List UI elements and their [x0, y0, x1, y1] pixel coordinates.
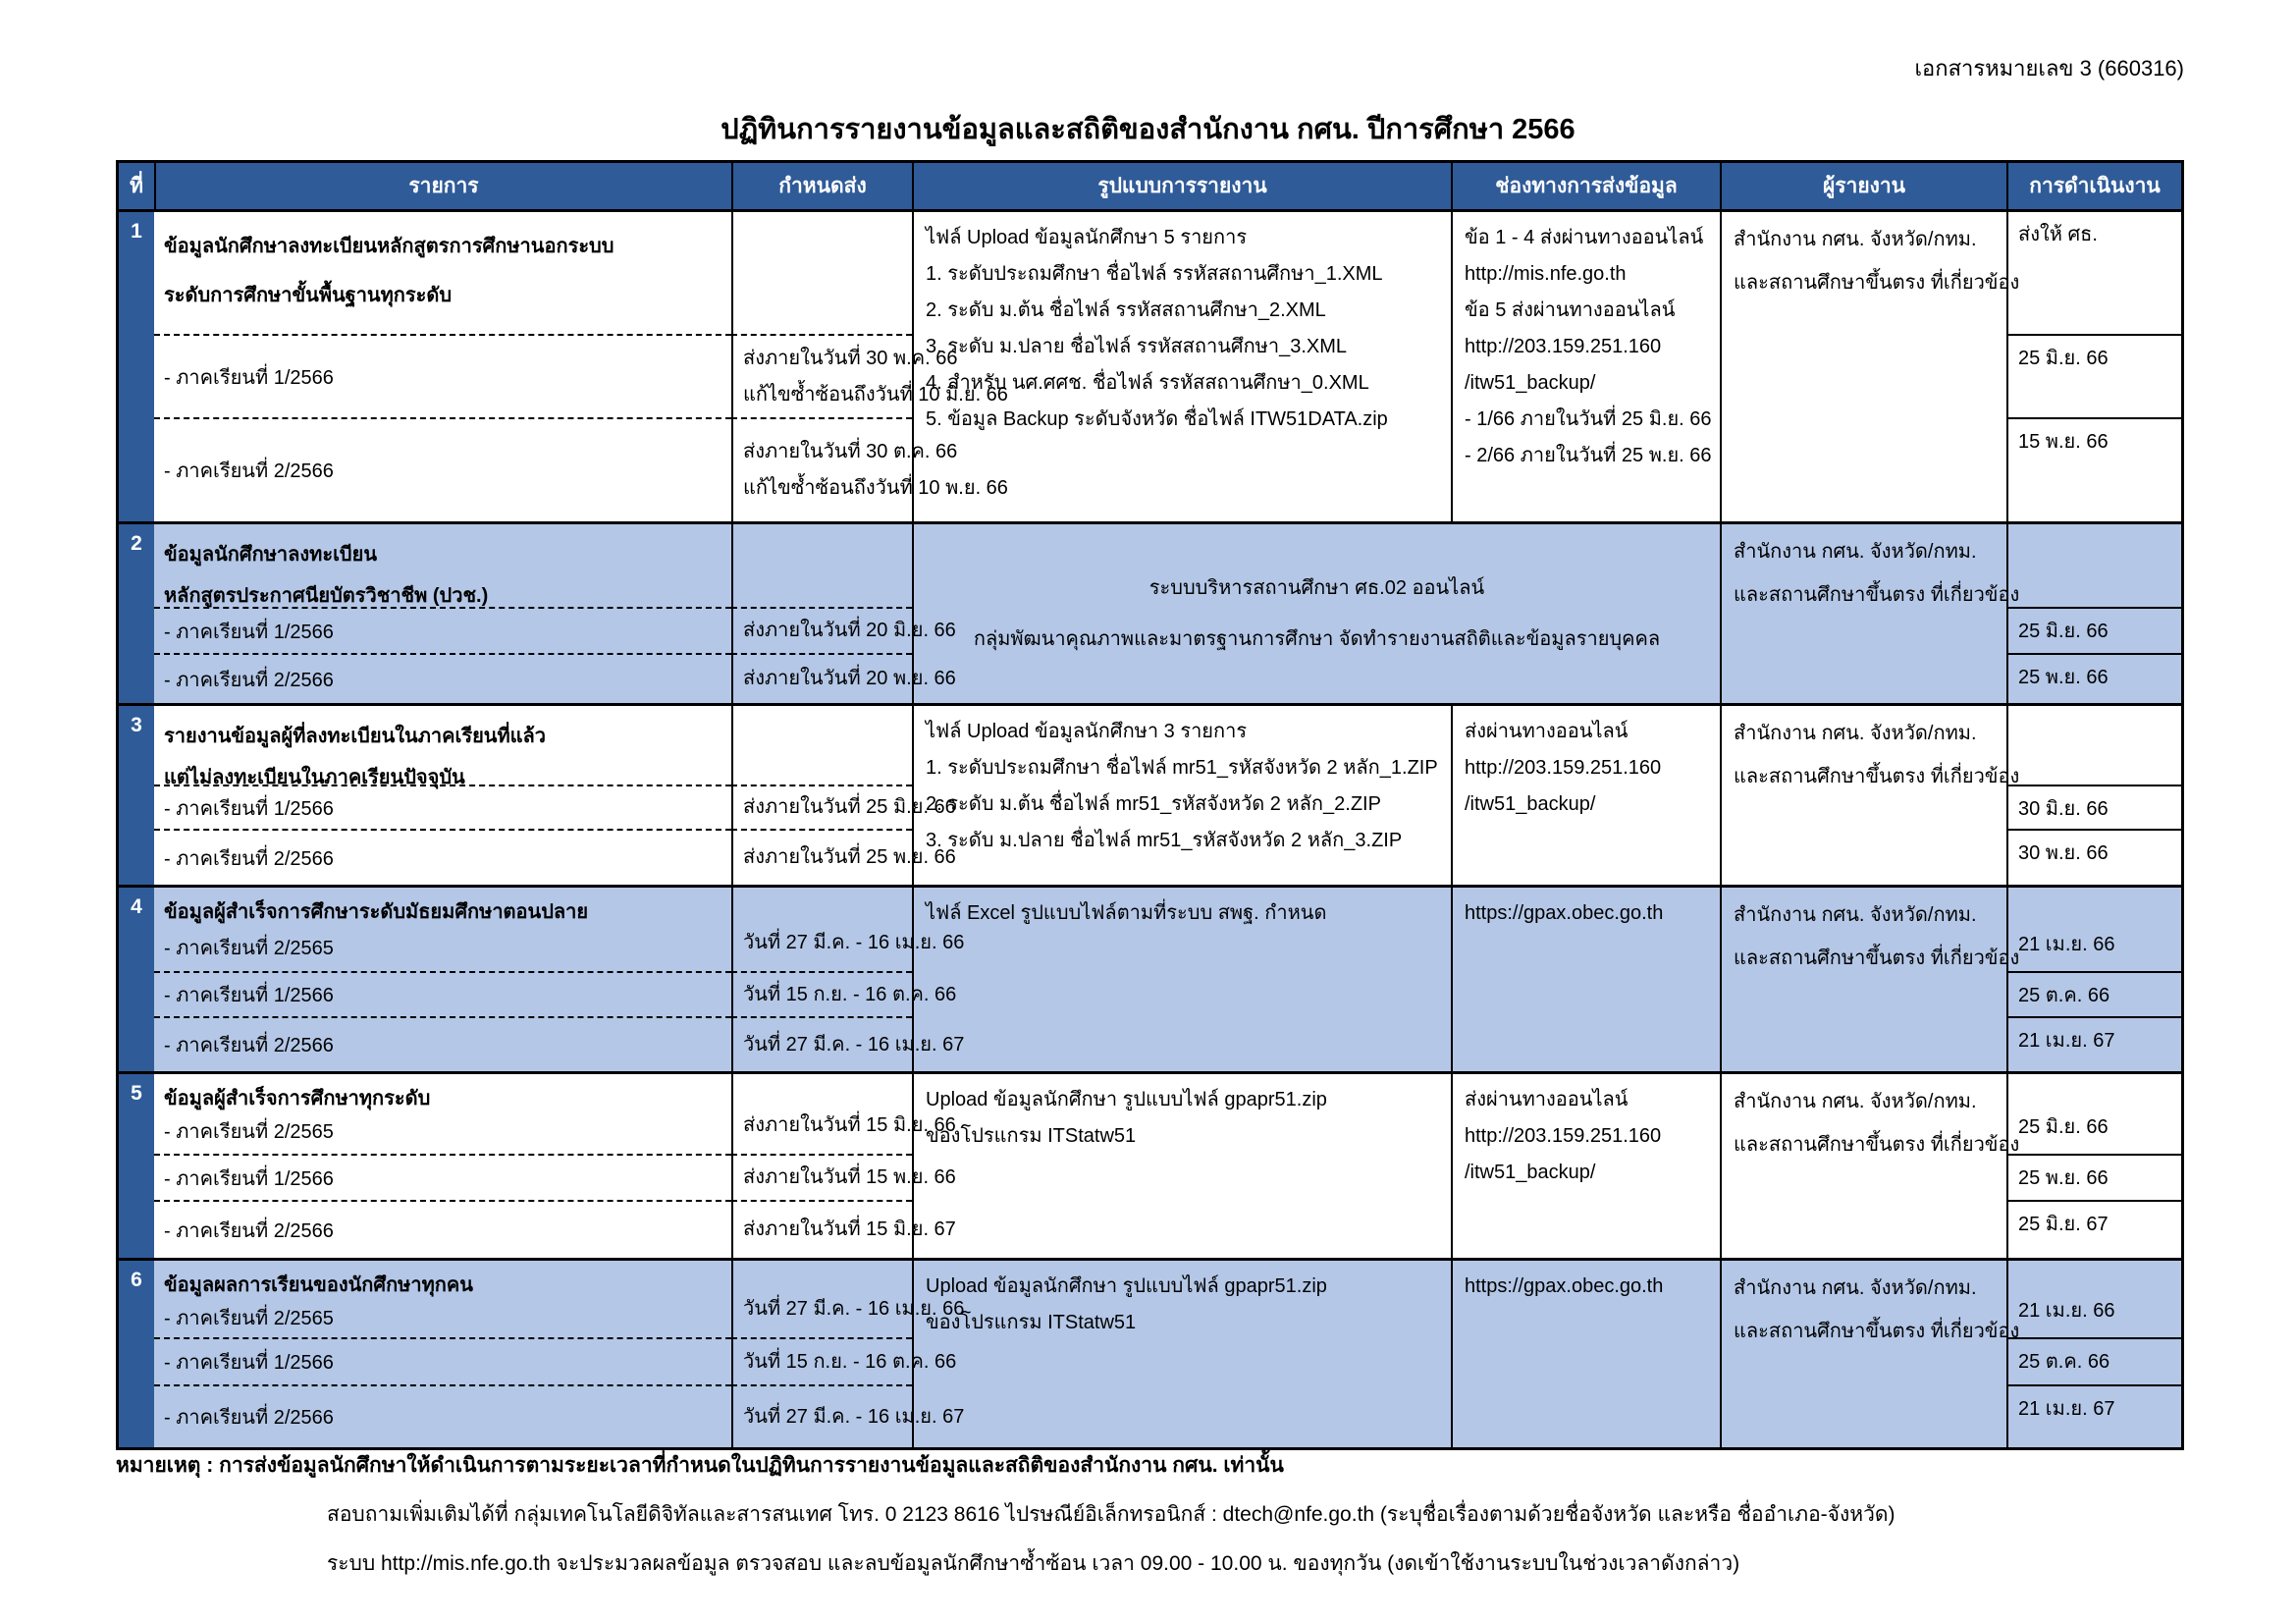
text-line: https://gpax.obec.go.th — [1465, 902, 1664, 924]
term-label: - ภาคเรียนที่ 2/2565 — [164, 1308, 334, 1329]
channel — [1451, 1261, 1720, 1447]
text-line: สำนักงาน กศน. จังหวัด/กทม. — [1734, 1091, 1977, 1112]
text-line: /itw51_backup/ — [1465, 1162, 1596, 1183]
table-row — [119, 521, 2181, 703]
text-line: https://gpax.obec.go.th — [1465, 1275, 1664, 1297]
report-format — [912, 212, 1451, 521]
due-cell — [731, 212, 912, 334]
table-row — [119, 703, 2181, 885]
text-line: 3. ระดับ ม.ปลาย ชื่อไฟล์ mr51_รหัสจังหวัด 2 หลัก_3.ZIP — [926, 830, 1403, 851]
text-line: http://203.159.251.160 — [1465, 336, 1662, 357]
due-cell — [731, 334, 1008, 417]
text-line: http://203.159.251.160 — [1465, 1125, 1662, 1147]
action-date — [2006, 706, 2181, 785]
text-line: ข้อมูลผลการเรียนของนักศึกษาทุกคน — [164, 1274, 473, 1296]
table-row — [119, 1071, 2181, 1258]
channel — [1451, 212, 1720, 521]
text-line: ส่งภายในวันที่ 25 พ.ย. 66 — [743, 846, 956, 868]
action-date: 15 พ.ย. 66 — [2006, 417, 2181, 521]
header-format: รูปแบบการรายงาน — [912, 163, 1451, 209]
text-line: แต่ไม่ลงทะเบียนในภาคเรียนปัจจุบัน — [164, 767, 465, 788]
due-cell — [731, 524, 912, 607]
text-line: ส่งภายในวันที่ 15 มิ.ย. 67 — [743, 1218, 956, 1240]
row-number: 1 — [119, 212, 154, 521]
text-line: ข้อ 5 ส่งผ่านทางออนไลน์ — [1465, 299, 1676, 321]
text-line: 2. ระดับ ม.ต้น ชื่อไฟล์ รรหัสสถานศึกษา_2.XML — [926, 299, 1326, 321]
row-number: 5 — [119, 1074, 154, 1258]
action-date: 30 พ.ย. 66 — [2006, 829, 2181, 885]
due-cell — [731, 607, 956, 653]
row-number: 6 — [119, 1261, 154, 1447]
action-date: 21 เม.ย. 67 — [2006, 1384, 2181, 1447]
text-line: /itw51_backup/ — [1465, 793, 1596, 815]
text-line: 3. ระดับ ม.ปลาย ชื่อไฟล์ รรหัสสถานศึกษา_3.XML — [926, 336, 1348, 357]
reporter — [1720, 1074, 2020, 1258]
item-title — [154, 706, 731, 788]
action-date: 25 ต.ค. 66 — [2006, 1337, 2181, 1384]
action-date: ส่งให้ ศธ. — [2006, 212, 2181, 334]
text-line: ระดับการศึกษาขั้นพื้นฐานทุกระดับ — [164, 285, 453, 306]
reporter — [1720, 1261, 2020, 1447]
header-item: รายการ — [154, 163, 731, 209]
text-line: แก้ไขซ้ำซ้อนถึงวันที่ 10 มิ.ย. 66 — [743, 383, 1008, 406]
action-date: 25 พ.ย. 66 — [2006, 1154, 2181, 1200]
text-line: - 1/66 ภายในวันที่ 25 มิ.ย. 66 — [1465, 408, 1712, 430]
header-due: กำหนดส่ง — [731, 163, 912, 209]
action-date: 25 มิ.ย. 67 — [2006, 1200, 2181, 1258]
text-line: วันที่ 27 มี.ค. - 16 เม.ย. 67 — [743, 1033, 965, 1056]
due-cell — [731, 785, 956, 829]
action-date: 25 พ.ย. 66 — [2006, 653, 2181, 703]
due-cell — [731, 829, 956, 885]
text-line: สำนักงาน กศน. จังหวัด/กทม. — [1734, 904, 1977, 926]
text-line: และสถานศึกษาขึ้นตรง ที่เกี่ยวข้อง — [1734, 584, 2020, 606]
term-label: - ภาคเรียนที่ 2/2566 — [154, 1384, 731, 1447]
text-line: และสถานศึกษาขึ้นตรง ที่เกี่ยวข้อง — [1734, 766, 2020, 787]
channel — [1451, 1074, 1720, 1258]
text-line: ข้อมูลนักศึกษาลงทะเบียน — [164, 544, 377, 566]
text-line: Upload ข้อมูลนักศึกษา รูปแบบไฟล์ gpapr51.zip — [926, 1089, 1327, 1110]
action-date: 25 ต.ค. 66 — [2006, 971, 2181, 1016]
report-format — [912, 1074, 1451, 1258]
text-line: 5. ข้อมูล Backup ระดับจังหวัด ชื่อไฟล์ ITW51DATA.zip — [926, 408, 1388, 430]
term-label: - ภาคเรียนที่ 1/2566 — [154, 607, 731, 653]
text-line: ระบบบริหารสถานศึกษา ศธ.02 ออนไลน์ — [1148, 577, 1485, 599]
due-cell — [731, 1154, 956, 1200]
text-line: /itw51_backup/ — [1465, 372, 1596, 394]
table-header-row — [119, 163, 2181, 209]
text-line: ไฟล์ Excel รูปแบบไฟล์ตามที่ระบบ สพฐ. กำหนด — [926, 902, 1327, 924]
report-calendar-table — [116, 160, 2184, 1450]
text-line: Upload ข้อมูลนักศึกษา รูปแบบไฟล์ gpapr51.zip — [926, 1275, 1327, 1297]
due-cell — [731, 1074, 956, 1154]
action-date: 25 มิ.ย. 66 — [2006, 607, 2181, 653]
term-label: - ภาคเรียนที่ 2/2566 — [154, 1200, 731, 1258]
merged-format-channel — [912, 524, 1720, 703]
text-line: 1. ระดับประถมศึกษา ชื่อไฟล์ mr51_รหัสจังหวัด 2 หลัก_1.ZIP — [926, 757, 1438, 779]
header-action: การดำเนินงาน — [2006, 163, 2181, 209]
due-cell — [731, 706, 912, 785]
due-cell — [731, 653, 956, 703]
text-line: ส่งภายในวันที่ 25 มิ.ย. 66 — [743, 796, 956, 818]
action-date: 21 เม.ย. 66 — [2006, 1261, 2181, 1337]
action-date — [2006, 524, 2181, 607]
term-label: - ภาคเรียนที่ 1/2566 — [154, 785, 731, 829]
term-label: - ภาคเรียนที่ 2/2566 — [154, 417, 731, 521]
text-line: สำนักงาน กศน. จังหวัด/กทม. — [1734, 723, 1977, 744]
item-title — [154, 212, 731, 334]
text-line: และสถานศึกษาขึ้นตรง ที่เกี่ยวข้อง — [1734, 1134, 2020, 1156]
footnote-line: ระบบ http://mis.nfe.go.th จะประมวลผลข้อมูล ตรวจสอบ และลบข้อมูลนักศึกษาซ้ำซ้อน เวลา 09.00 - 10.00 น. ของทุกวัน (งดเข้าใช้งานระบบในช่วงเวลาดังกล่าว) — [327, 1552, 1740, 1575]
due-cell — [731, 1261, 965, 1337]
text-line: สำนักงาน กศน. จังหวัด/กทม. — [1734, 541, 1977, 563]
term-label: - ภาคเรียนที่ 2/2566 — [154, 1016, 731, 1071]
term-label: - ภาคเรียนที่ 2/2565 — [164, 938, 334, 959]
text-line: และสถานศึกษาขึ้นตรง ที่เกี่ยวข้อง — [1734, 272, 2020, 294]
text-line: และสถานศึกษาขึ้นตรง ที่เกี่ยวข้อง — [1734, 947, 2020, 969]
term-label: - ภาคเรียนที่ 2/2566 — [154, 653, 731, 703]
action-date: 25 มิ.ย. 66 — [2006, 334, 2181, 417]
footnotes — [116, 1451, 1896, 1579]
text-line: 1. ระดับประถมศึกษา ชื่อไฟล์ รรหัสสถานศึกษา_1.XML — [926, 263, 1383, 285]
text-line: ของโปรแกรม ITStatw51 — [926, 1312, 1137, 1333]
term-label: - ภาคเรียนที่ 1/2566 — [154, 971, 731, 1016]
term-label: - ภาคเรียนที่ 1/2566 — [154, 334, 731, 417]
text-line: ข้อมูลผู้สำเร็จการศึกษาทุกระดับ — [164, 1088, 431, 1110]
reporter — [1720, 706, 2020, 885]
row-number: 2 — [119, 524, 154, 703]
table-row — [119, 1258, 2181, 1447]
item-title — [154, 888, 731, 971]
text-line: ส่งผ่านทางออนไลน์ — [1465, 721, 1629, 742]
text-line: ส่งภายในวันที่ 15 มิ.ย. 66 — [743, 1114, 956, 1136]
text-line: http://mis.nfe.go.th — [1465, 263, 1627, 285]
footnote-line: หมายเหตุ : การส่งข้อมูลนักศึกษาให้ดำเนินการตามระยะเวลาที่กำหนดในปฏิทินการรายงานข้อมูลและสถิติของสำนักงาน กศน. เท่านั้น — [116, 1454, 1284, 1477]
text-line: ส่งผ่านทางออนไลน์ — [1465, 1089, 1629, 1110]
text-line: ข้อมูลผู้สำเร็จการศึกษาระดับมัธยมศึกษาตอนปลาย — [164, 901, 589, 923]
text-line: ส่งภายในวันที่ 30 พ.ค. 66 — [743, 347, 958, 369]
text-line: ส่งภายในวันที่ 30 ต.ค. 66 — [743, 441, 958, 462]
text-line: ส่งภายในวันที่ 20 มิ.ย. 66 — [743, 620, 956, 641]
due-cell — [731, 1384, 965, 1447]
text-line: สำนักงาน กศน. จังหวัด/กทม. — [1734, 229, 1977, 250]
channel — [1451, 706, 1720, 885]
term-label: - ภาคเรียนที่ 2/2566 — [154, 829, 731, 885]
item-title — [154, 524, 731, 607]
action-date: 25 มิ.ย. 66 — [2006, 1074, 2181, 1154]
item-title — [154, 1074, 731, 1154]
due-cell — [731, 1016, 965, 1071]
header-reporter: ผู้รายงาน — [1720, 163, 2006, 209]
text-line: ไฟล์ Upload ข้อมูลนักศึกษา 5 รายการ — [926, 227, 1248, 248]
text-line: 4. สำหรับ นศ.ศศช. ชื่อไฟล์ รรหัสสถานศึกษา_0.XML — [926, 372, 1369, 394]
page-title: ปฏิทินการรายงานข้อมูลและสถิติของสำนักงาน กศน. ปีการศึกษา 2566 — [721, 114, 1575, 145]
footnote-line: สอบถามเพิ่มเติมได้ที่ กลุ่มเทคโนโลยีดิจิทัลและสารสนเทศ โทร. 0 2123 8616 ไปรษณีย์อิเล็กทรอนิกส์ : dtech@nfe.go.th (ระบุชื่อเรื่องตามด้วยชื่อจังหวัด และหรือ ชื่ออำเภอ-จังหวัด) — [327, 1503, 1896, 1526]
action-date: 21 เม.ย. 67 — [2006, 1016, 2181, 1071]
text-line: กลุ่มพัฒนาคุณภาพและมาตรฐานการศึกษา จัดทำรายงานสถิติและข้อมูลรายบุคคล — [973, 628, 1661, 650]
text-line: ข้อ 1 - 4 ส่งผ่านทางออนไลน์ — [1465, 227, 1704, 248]
report-format — [912, 706, 1451, 885]
text-line: รายงานข้อมูลผู้ที่ลงทะเบียนในภาคเรียนที่แล้ว — [164, 726, 547, 747]
term-label: - ภาคเรียนที่ 1/2566 — [154, 1154, 731, 1200]
due-cell — [731, 888, 965, 971]
report-format — [912, 1261, 1451, 1447]
document-number: เอกสารหมายเลข 3 (660316) — [1914, 56, 2184, 81]
text-line: - 2/66 ภายในวันที่ 25 พ.ย. 66 — [1465, 445, 1712, 466]
row-number: 3 — [119, 706, 154, 885]
text-line: วันที่ 27 มี.ค. - 16 เม.ย. 67 — [743, 1405, 965, 1428]
text-line: ส่งภายในวันที่ 20 พ.ย. 66 — [743, 668, 956, 689]
text-line: แก้ไขซ้ำซ้อนถึงวันที่ 10 พ.ย. 66 — [743, 477, 1008, 499]
due-cell — [731, 1337, 957, 1384]
text-line: วันที่ 15 ก.ย. - 16 ต.ค. 66 — [743, 1350, 957, 1373]
text-line: ข้อมูลนักศึกษาลงทะเบียนหลักสูตรการศึกษานอกระบบ — [164, 236, 614, 257]
table-row — [119, 209, 2181, 521]
due-cell — [731, 1200, 956, 1258]
text-line: และสถานศึกษาขึ้นตรง ที่เกี่ยวข้อง — [1734, 1321, 2020, 1342]
header-no: ที่ — [130, 175, 143, 197]
term-label: - ภาคเรียนที่ 2/2565 — [164, 1121, 334, 1143]
term-label: - ภาคเรียนที่ 1/2566 — [154, 1337, 731, 1384]
text-line: ส่งภายในวันที่ 15 พ.ย. 66 — [743, 1166, 956, 1188]
text-line: ของโปรแกรม ITStatw51 — [926, 1125, 1137, 1147]
report-format — [912, 888, 1451, 1071]
header-channel: ช่องทางการส่งข้อมูล — [1451, 163, 1720, 209]
text-line: หลักสูตรประกาศนียบัตรวิชาชีพ (ปวช.) — [164, 585, 489, 607]
due-cell — [731, 417, 1008, 521]
action-date: 30 มิ.ย. 66 — [2006, 785, 2181, 829]
text-line: 2. ระดับ ม.ต้น ชื่อไฟล์ mr51_รหัสจังหวัด 2 หลัก_2.ZIP — [926, 793, 1381, 815]
item-title — [154, 1261, 731, 1337]
text-line: วันที่ 15 ก.ย. - 16 ต.ค. 66 — [743, 983, 957, 1005]
table-row — [119, 885, 2181, 1071]
channel — [1451, 888, 1720, 1071]
reporter — [1720, 212, 2020, 521]
due-cell — [731, 971, 957, 1016]
text-line: ไฟล์ Upload ข้อมูลนักศึกษา 3 รายการ — [926, 721, 1248, 742]
row-number: 4 — [119, 888, 154, 1071]
reporter — [1720, 888, 2020, 1071]
text-line: วันที่ 27 มี.ค. - 16 เม.ย. 66 — [743, 932, 965, 953]
text-line: สำนักงาน กศน. จังหวัด/กทม. — [1734, 1277, 1977, 1299]
text-line: http://203.159.251.160 — [1465, 757, 1662, 779]
text-line: วันที่ 27 มี.ค. - 16 เม.ย. 66 — [743, 1298, 965, 1320]
reporter — [1720, 524, 2020, 703]
action-date: 21 เม.ย. 66 — [2006, 888, 2181, 971]
